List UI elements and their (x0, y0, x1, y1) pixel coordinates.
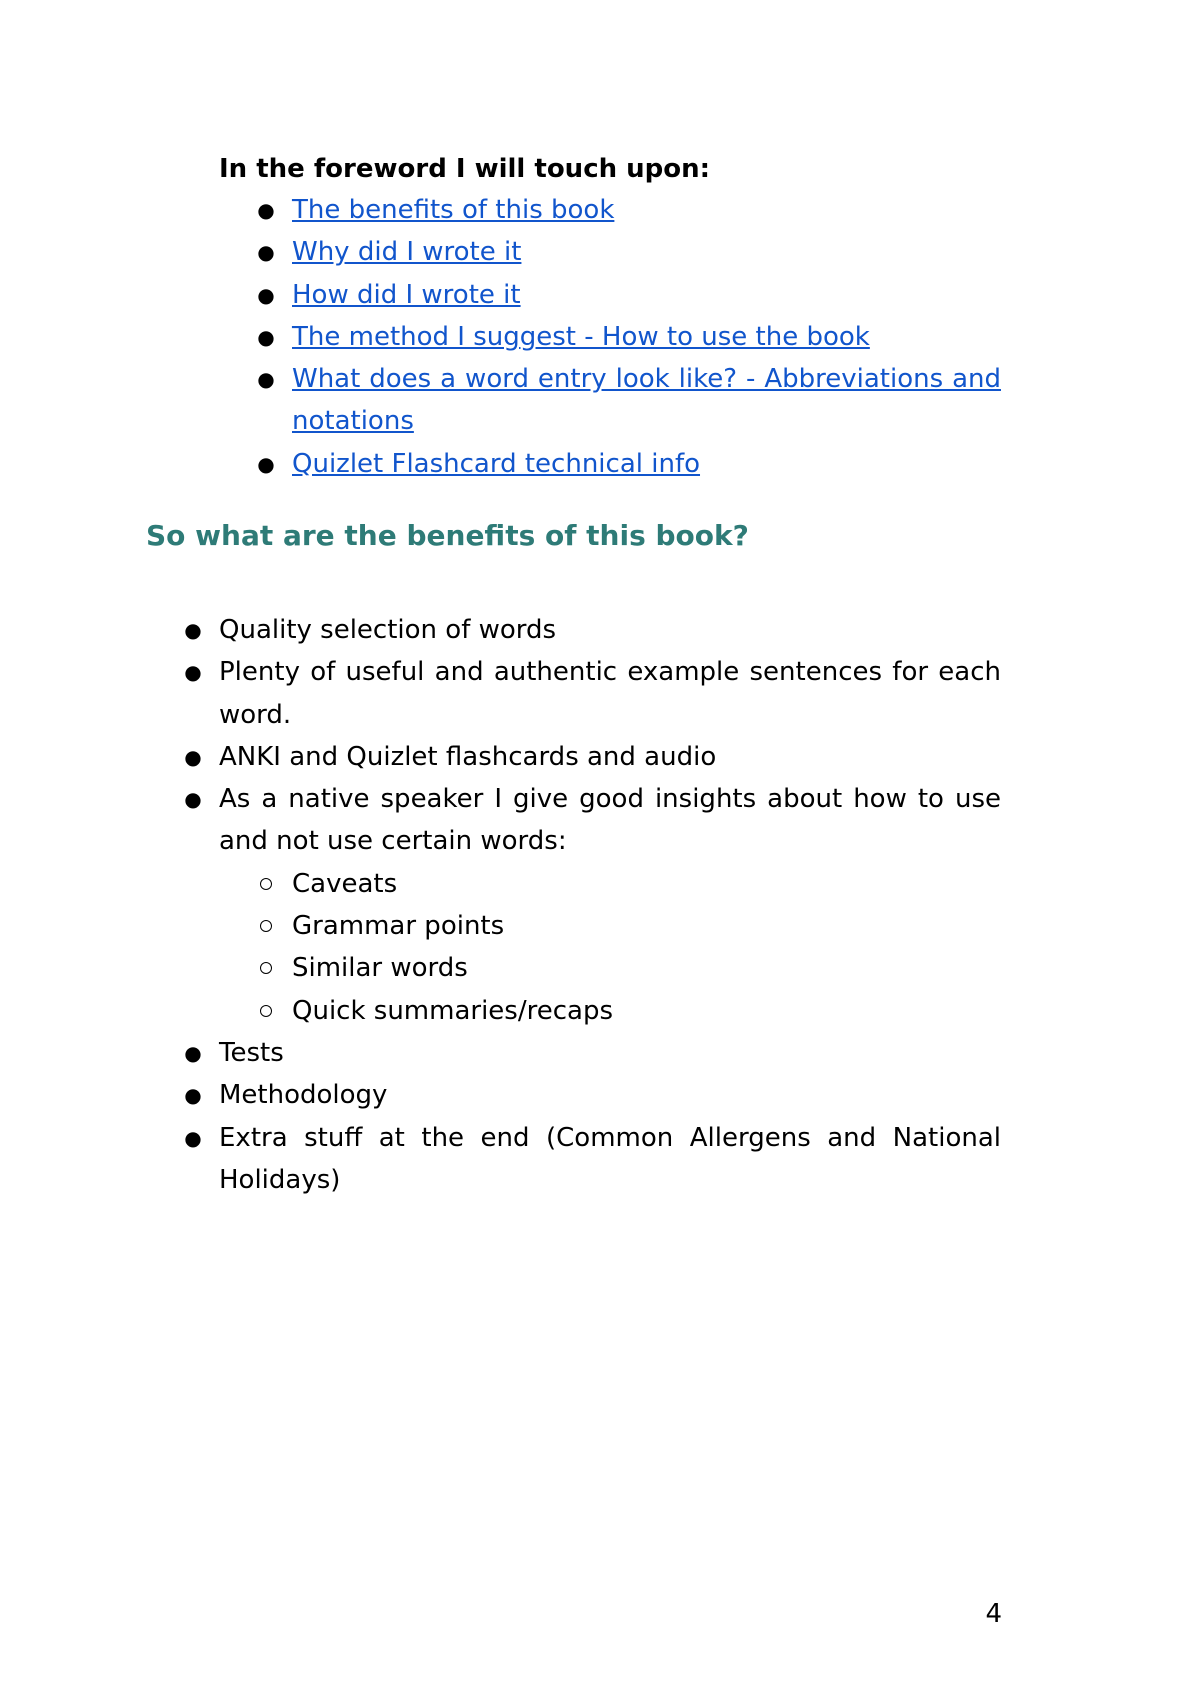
bullet-icon: ● (257, 451, 275, 476)
circle-bullet-icon (260, 1005, 272, 1017)
benefit-text: As a native speaker I give good insights about how to use and not use certain words: (219, 784, 1001, 857)
list-item (256, 990, 1001, 1032)
link-benefits[interactable]: The benefits of this book (292, 195, 615, 225)
bullet-icon: ● (257, 282, 275, 307)
bullet-icon: ● (184, 1040, 202, 1065)
link-how-wrote[interactable]: How did I wrote it (292, 279, 521, 310)
list-item (256, 905, 1001, 947)
list-item (256, 443, 1001, 485)
list-item (256, 274, 1001, 316)
native-insights-sublist (219, 863, 1001, 1032)
link-method[interactable]: The method I suggest - How to use the book (292, 321, 870, 352)
sub-item-text: Similar words (292, 953, 468, 984)
bullet-icon: ● (184, 1125, 202, 1150)
sub-item-text: Caveats (292, 868, 398, 899)
bullet-icon: ● (257, 324, 275, 349)
page-number: 4 (985, 1599, 1002, 1629)
benefits-list (183, 609, 1001, 1201)
benefit-text: ANKI and Quizlet flashcards and audio (219, 741, 717, 772)
list-item (256, 316, 1001, 358)
benefit-text: Tests (219, 1037, 284, 1068)
list-item (183, 1074, 1001, 1116)
list-item (256, 947, 1001, 989)
list-item (183, 609, 1001, 651)
benefits-heading: So what are the benefits of this book? (146, 519, 749, 552)
foreword-topics-list (256, 189, 1001, 485)
bullet-icon: ● (257, 198, 275, 222)
circle-bullet-icon (260, 878, 272, 890)
list-item (183, 1117, 1001, 1202)
list-item (256, 358, 1001, 443)
benefit-text: Extra stuff at the end (Common Allergens and National Holidays) (219, 1122, 1001, 1195)
list-item (183, 778, 1001, 1032)
list-item (183, 736, 1001, 778)
bullet-icon: ● (184, 660, 202, 685)
bullet-icon: ● (184, 618, 202, 642)
link-why-wrote[interactable]: Why did I wrote it (292, 237, 522, 268)
link-word-entry[interactable]: What does a word entry look like? - Abbreviations and notations (292, 364, 1001, 437)
bullet-icon: ● (257, 367, 275, 392)
bullet-icon: ● (257, 240, 275, 265)
circle-bullet-icon (260, 962, 272, 974)
bullet-icon: ● (184, 787, 202, 812)
sub-item-text: Grammar points (292, 911, 505, 942)
list-item (183, 1032, 1001, 1074)
bullet-icon: ● (184, 1083, 202, 1108)
list-item (256, 231, 1001, 273)
benefit-text: Methodology (219, 1080, 388, 1111)
circle-bullet-icon (260, 920, 272, 932)
list-item (256, 863, 1001, 905)
link-quizlet-info[interactable]: Quizlet Flashcard technical info (292, 448, 701, 479)
bullet-icon: ● (184, 744, 202, 769)
benefit-text: Plenty of useful and authentic example sentences for each word. (219, 657, 1001, 730)
benefit-text: Quality selection of words (219, 615, 557, 645)
list-item (183, 651, 1001, 736)
list-item (256, 189, 1001, 231)
sub-item-text: Quick summaries/recaps (292, 995, 614, 1026)
foreword-topics-heading: In the foreword I will touch upon: (219, 154, 711, 184)
